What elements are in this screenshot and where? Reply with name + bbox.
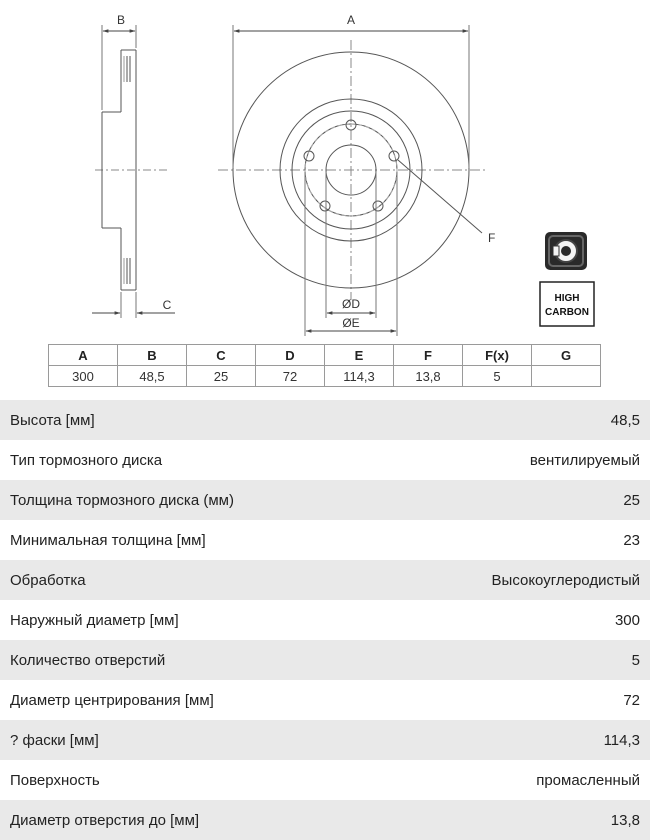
- spec-row: [0, 600, 650, 640]
- spec-row: [0, 800, 650, 840]
- spec-value: промасленный: [536, 771, 640, 789]
- spec-label: Высота [мм]: [10, 411, 95, 429]
- spec-label: Диаметр отверстия до [мм]: [10, 811, 200, 829]
- label-a: A: [346, 13, 356, 27]
- spec-label: Толщина тормозного диска (мм): [10, 491, 234, 509]
- spec-label: Количество отверстий: [10, 651, 166, 669]
- side-view: [92, 25, 175, 318]
- spec-label: Обработка: [10, 571, 86, 589]
- spec-label: Поверхность: [10, 771, 100, 789]
- spec-row: [0, 520, 650, 560]
- dim-header-c: C: [187, 345, 256, 366]
- high-carbon-badge: [540, 282, 594, 326]
- spec-row: [0, 760, 650, 800]
- spec-value: 48,5: [610, 411, 640, 429]
- spec-row: [0, 720, 650, 760]
- label-e: ØE: [342, 316, 360, 330]
- spec-value: 300: [614, 611, 640, 629]
- spec-value: 72: [623, 691, 640, 709]
- spec-label: ? фаски [мм]: [10, 731, 99, 749]
- dim-header-b: B: [118, 345, 187, 366]
- dim-value-fx: 5: [463, 366, 532, 387]
- dimension-table: [48, 344, 601, 387]
- spec-row: [0, 480, 650, 520]
- spec-value: 13,8: [610, 811, 640, 829]
- brake-disc-drawing: [0, 0, 650, 340]
- label-f: F: [488, 231, 496, 245]
- dim-value-b: 48,5: [118, 366, 187, 387]
- spec-row: [0, 400, 650, 440]
- spec-value: 5: [631, 651, 640, 669]
- spec-row: [0, 640, 650, 680]
- spec-row: [0, 560, 650, 600]
- dim-header-f: F: [394, 345, 463, 366]
- svg-text:HIGH: HIGH: [554, 293, 580, 304]
- dim-header-fx: F(x): [463, 345, 532, 366]
- dim-value-e: 114,3: [325, 366, 394, 387]
- spec-value: 23: [623, 531, 640, 549]
- spec-label: Тип тормозного диска: [10, 451, 163, 469]
- dim-header-a: A: [49, 345, 118, 366]
- dim-value-d: 72: [256, 366, 325, 387]
- dim-value-c: 25: [187, 366, 256, 387]
- dim-value-f: 13,8: [394, 366, 463, 387]
- dim-header-e: E: [325, 345, 394, 366]
- spec-label: Минимальная толщина [мм]: [10, 531, 206, 549]
- dim-header-g: G: [532, 345, 601, 366]
- spec-value: вентилируемый: [529, 451, 640, 469]
- dim-value-a: 300: [49, 366, 118, 387]
- spec-value: Высокоуглеродистый: [491, 571, 640, 589]
- spec-row: [0, 440, 650, 480]
- spec-value: 25: [623, 491, 640, 509]
- front-view: [218, 25, 485, 336]
- dimension-value-row: [49, 366, 601, 387]
- label-b: B: [116, 13, 126, 27]
- svg-text:CARBON: CARBON: [545, 307, 589, 318]
- spec-label: Наружный диаметр [мм]: [10, 611, 179, 629]
- spec-value: 114,3: [603, 731, 640, 749]
- spec-label: Диаметр центрирования [мм]: [10, 691, 214, 709]
- label-c: C: [162, 298, 172, 312]
- dim-value-g: [532, 366, 601, 387]
- spec-list: [0, 400, 650, 840]
- dimension-header-row: [49, 345, 601, 366]
- dim-header-d: D: [256, 345, 325, 366]
- spec-row: [0, 680, 650, 720]
- high-carbon-disc-icon: [545, 232, 587, 270]
- label-d: ØD: [342, 297, 360, 311]
